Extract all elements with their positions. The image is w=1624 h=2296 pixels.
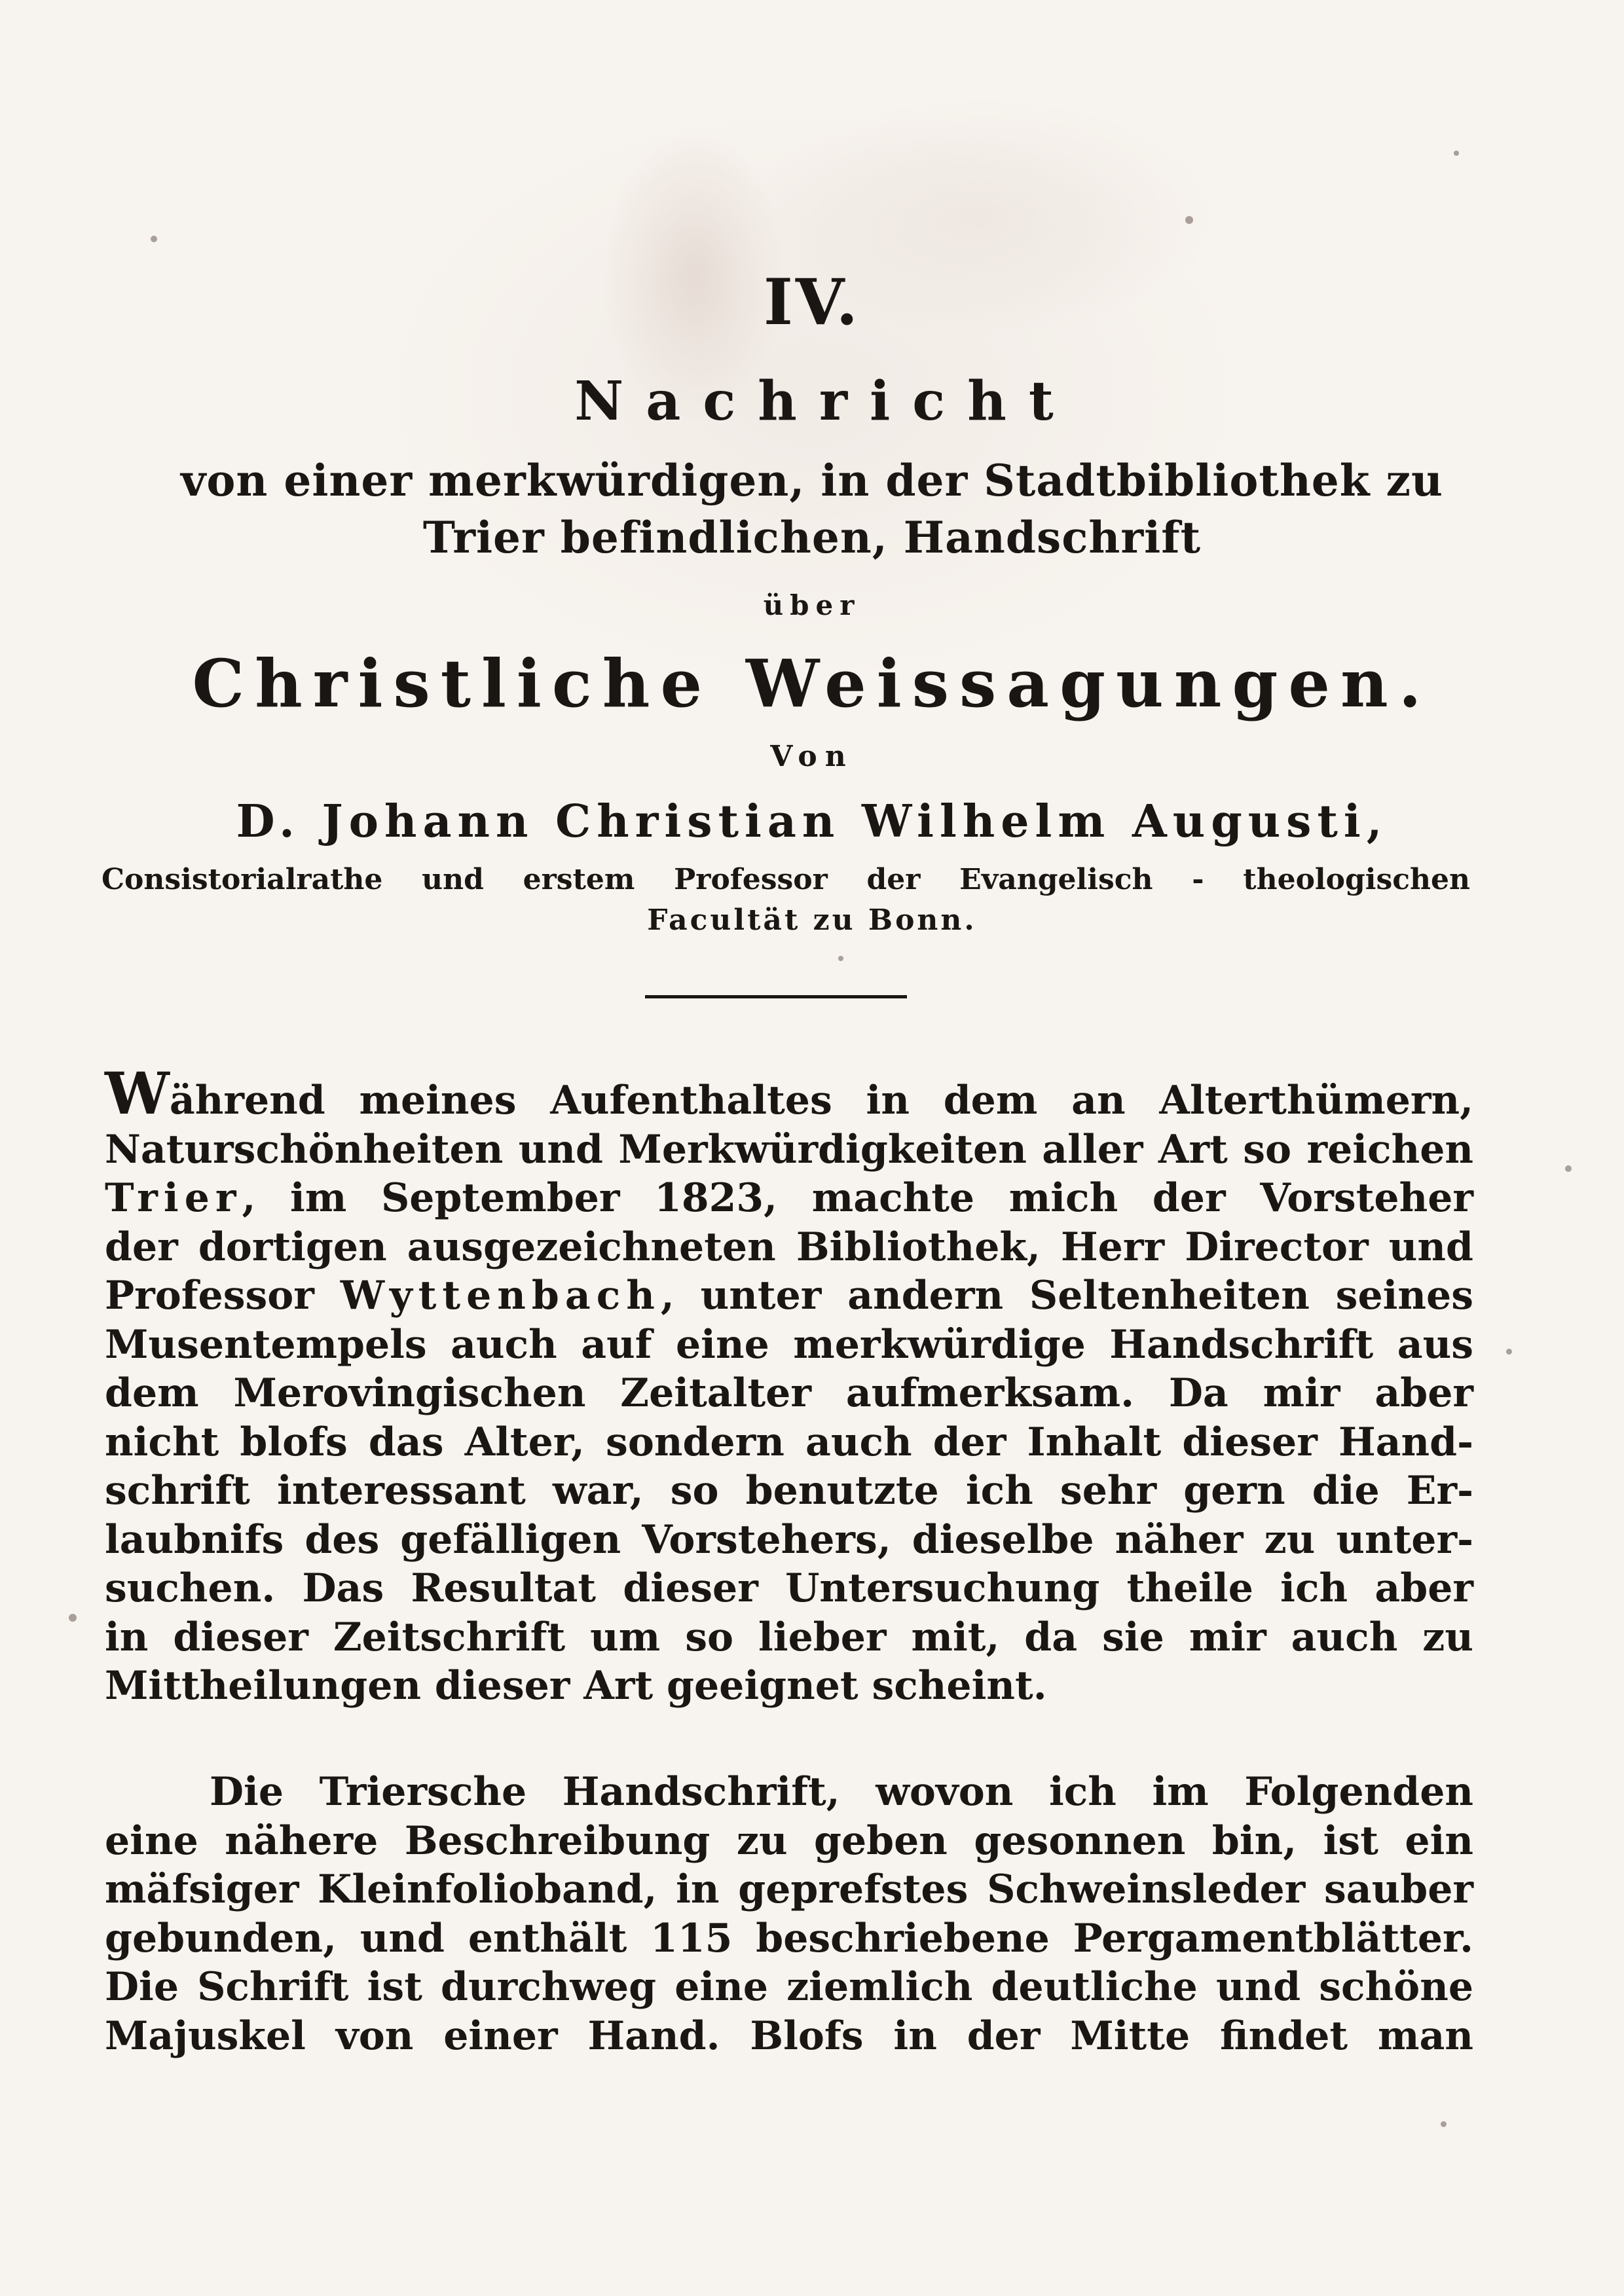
paper-speck: [838, 956, 843, 961]
spaced-word-wyttenbach: Wyttenbach: [340, 1273, 661, 1319]
paragraph-line: gebunden, und enthält 115 beschriebene Pergamentblätter.: [105, 1915, 1473, 1961]
paragraph-line: Musentempels auch auf eine merkwürdige Handschrift aus: [105, 1321, 1473, 1368]
paragraph-line: schrift interessant war, so benutzte ich sehr gern die Er-: [105, 1468, 1473, 1514]
paper-speck: [1185, 216, 1193, 224]
subtitle-line-1: von einer merkwürdigen, in der Stadtbibliothek zu: [181, 455, 1443, 506]
drop-cap: W: [105, 1059, 170, 1127]
paper-speck: [1565, 1165, 1572, 1172]
paragraph-line: mäfsiger Kleinfolioband, in geprefstes Schweinsleder sauber: [105, 1867, 1473, 1912]
paragraph-line: eine nähere Beschreibung zu geben gesonnen bin, ist ein: [105, 1817, 1473, 1864]
paragraph-line: Während meines Aufenthaltes in dem an Alterthümern,: [105, 1059, 1473, 1127]
author-name: D. Johann Christian Wilhelm Augusti,: [236, 795, 1388, 848]
heading-von: Von: [770, 740, 854, 773]
paragraph-2: [105, 1768, 1473, 2060]
section-divider: [645, 995, 907, 998]
chapter-numeral: IV.: [763, 265, 861, 339]
paragraph-line: Naturschönheiten und Merkwürdigkeiten aller Art so reichen: [105, 1126, 1473, 1173]
affiliation-line-1: Consistorialrathe und erstem Professor der Evangelisch - theologischen: [101, 863, 1470, 896]
paragraph-line: in dieser Zeitschrift um so lieber mit, da sie mir auch zu: [105, 1614, 1473, 1660]
paragraph-line: suchen. Das Resultat dieser Untersuchung theile ich aber: [105, 1565, 1473, 1611]
paragraph-line: dem Merovingischen Zeitalter aufmerksam. Da mir aber: [105, 1370, 1473, 1416]
heading-nachricht: Nachricht: [574, 370, 1076, 433]
subtitle-line-2: Trier befindlichen, Handschrift: [422, 512, 1202, 563]
affiliation-line-2: Facultät zu Bonn.: [647, 903, 977, 937]
main-title: Christliche Weissagungen.: [192, 645, 1432, 722]
paper-speck: [1441, 2121, 1447, 2127]
paragraph-line: laubnifs des gefälligen Vorstehers, dieselbe näher zu unter-: [105, 1516, 1473, 1563]
paragraph-line: Trier, im September 1823, machte mich der Vorsteher: [105, 1175, 1473, 1221]
spaced-word-trier: Trier: [105, 1175, 242, 1221]
paragraph-line: Mittheilungen dieser Art geeignet scheint.: [105, 1663, 1047, 1709]
paper-speck: [151, 236, 157, 242]
paragraph-line: Majuskel von einer Hand. Blofs in der Mitte findet man: [105, 2013, 1473, 2059]
paragraph-line: nicht blofs das Alter, sondern auch der Inhalt dieser Hand-: [105, 1419, 1473, 1465]
paragraph-line: der dortigen ausgezeichneten Bibliothek, Herr Director und: [105, 1224, 1473, 1270]
paragraph-line: Die Triersche Handschrift, wovon ich im Folgenden: [210, 1769, 1473, 1815]
heading-ueber: über: [763, 589, 861, 621]
paper-speck: [69, 1614, 77, 1622]
paragraph-1: [105, 1059, 1473, 1711]
paragraph-line: Professor Wyttenbach, unter andern Seltenheiten seines: [105, 1273, 1473, 1319]
paper-speck: [1506, 1349, 1512, 1355]
paragraph-line: Die Schrift ist durchweg eine ziemlich deutliche und schöne: [105, 1964, 1473, 2010]
paper-speck: [1454, 151, 1459, 156]
